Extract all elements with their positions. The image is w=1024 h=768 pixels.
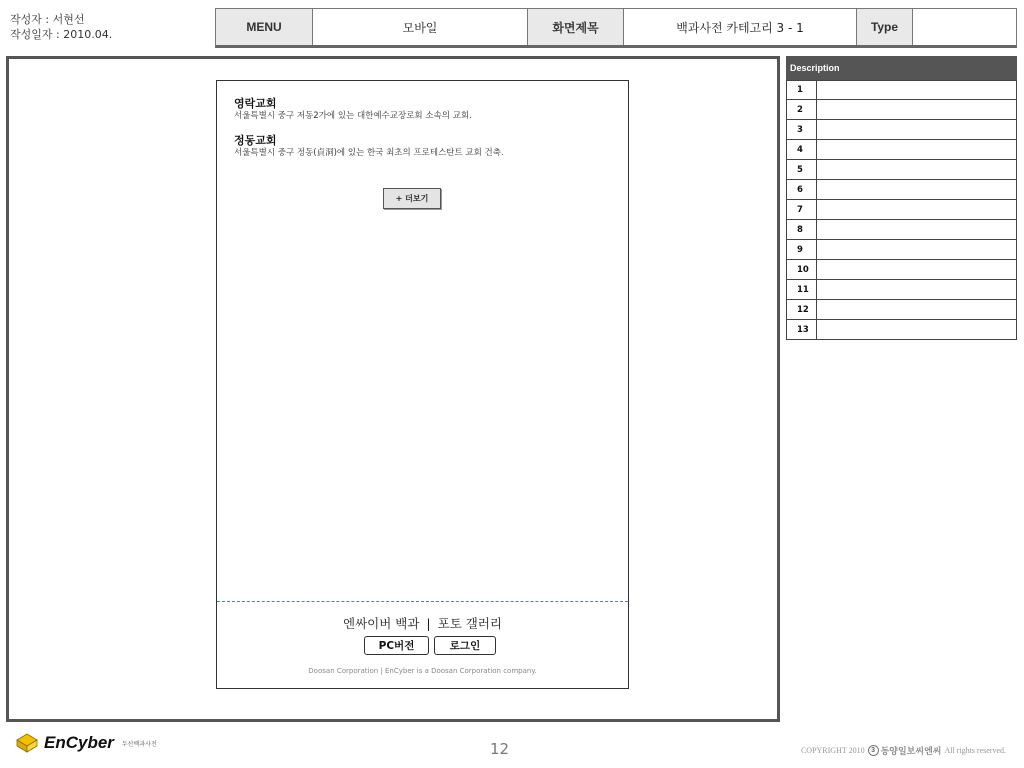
mobile-screen xyxy=(216,80,629,689)
photo-gallery-link[interactable]: 포토 갤러리 xyxy=(437,616,502,631)
more-button[interactable]: + 더보기 xyxy=(383,188,441,209)
list-item[interactable] xyxy=(234,97,472,122)
description-row xyxy=(786,160,1017,180)
copyright-brand-name: 동양일보씨엔씨 xyxy=(880,746,942,756)
encyber-logo xyxy=(16,732,157,754)
copyright-notice xyxy=(801,744,1006,757)
copyright-brand xyxy=(868,744,942,757)
description-row xyxy=(786,220,1017,240)
description-row-text xyxy=(817,300,1016,319)
description-row-text xyxy=(817,180,1016,199)
brand-circle-icon: 3 xyxy=(868,745,879,756)
description-row xyxy=(786,80,1017,100)
description-row-number: 1 xyxy=(787,81,817,99)
description-row-number: 7 xyxy=(787,200,817,219)
description-row-text xyxy=(817,100,1016,119)
description-row-number: 11 xyxy=(787,280,817,299)
description-row-text xyxy=(817,81,1016,99)
description-row-number: 10 xyxy=(787,260,817,279)
screen-title-value: 백과사전 카테고리 3 - 1 xyxy=(624,9,857,45)
entry-title[interactable]: 정동교회 xyxy=(234,134,277,147)
type-value xyxy=(913,9,1016,45)
description-row-number: 12 xyxy=(787,300,817,319)
description-row-number: 13 xyxy=(787,320,817,339)
footer-buttons xyxy=(364,636,496,655)
description-row-text xyxy=(817,140,1016,159)
logo-text: EnCyber xyxy=(44,733,114,752)
logo-subtitle: 두산백과사전 xyxy=(121,740,157,748)
description-row xyxy=(786,200,1017,220)
description-row-text xyxy=(817,220,1016,239)
screen-title-label: 화면제목 xyxy=(528,9,624,45)
description-rows xyxy=(786,80,1017,340)
login-button[interactable]: 로그인 xyxy=(434,636,496,655)
page-number: 12 xyxy=(490,740,510,758)
description-panel xyxy=(786,56,1017,340)
description-row xyxy=(786,320,1017,340)
book-icon xyxy=(16,732,38,754)
date-text: 작성일자 : 2010.04. xyxy=(10,28,113,41)
list-item[interactable] xyxy=(234,134,504,159)
type-label: Type xyxy=(857,9,913,45)
description-row-number: 5 xyxy=(787,160,817,179)
description-row xyxy=(786,120,1017,140)
document-meta xyxy=(10,12,112,42)
description-header: Description xyxy=(786,56,1017,80)
entry-title[interactable]: 영락교회 xyxy=(234,97,277,110)
description-row xyxy=(786,260,1017,280)
entry-description: 서울특별시 중구 저동2가에 있는 대한예수교장로회 소속의 교회. xyxy=(234,111,472,121)
description-row-number: 8 xyxy=(787,220,817,239)
description-row-number: 4 xyxy=(787,140,817,159)
description-row-text xyxy=(817,120,1016,139)
menu-value: 모바일 xyxy=(313,9,528,45)
header-table xyxy=(215,8,1017,48)
description-row xyxy=(786,280,1017,300)
description-row xyxy=(786,140,1017,160)
footer-divider xyxy=(217,601,628,602)
description-row xyxy=(786,240,1017,260)
copyright-suffix: All rights reserved. xyxy=(944,746,1006,755)
description-row-text xyxy=(817,200,1016,219)
menu-label: MENU xyxy=(216,9,313,45)
copyright-prefix: COPYRIGHT 2010 xyxy=(800,746,865,755)
description-row-text xyxy=(817,240,1016,259)
description-row-text xyxy=(817,260,1016,279)
description-row-number: 9 xyxy=(787,240,817,259)
footer-links xyxy=(217,614,628,632)
description-row-text xyxy=(817,160,1016,179)
footer-copyright: Doosan Corporation | EnCyber is a Doosan Corporation company. xyxy=(308,667,537,675)
description-row-text xyxy=(817,280,1016,299)
entry-description: 서울특별시 중구 정동(貞洞)에 있는 한국 최초의 프로테스탄트 교회 건축. xyxy=(234,148,504,158)
description-row-number: 6 xyxy=(787,180,817,199)
description-row-text xyxy=(817,320,1016,339)
description-row-number: 3 xyxy=(787,120,817,139)
link-separator: | xyxy=(426,616,431,631)
author-text: 작성자 : 서현선 xyxy=(10,13,85,26)
description-row xyxy=(786,100,1017,120)
encyber-link[interactable]: 엔싸이버 백과 xyxy=(343,616,420,631)
description-row xyxy=(786,180,1017,200)
pc-version-button[interactable]: PC버전 xyxy=(364,636,429,655)
description-row xyxy=(786,300,1017,320)
description-row-number: 2 xyxy=(787,100,817,119)
